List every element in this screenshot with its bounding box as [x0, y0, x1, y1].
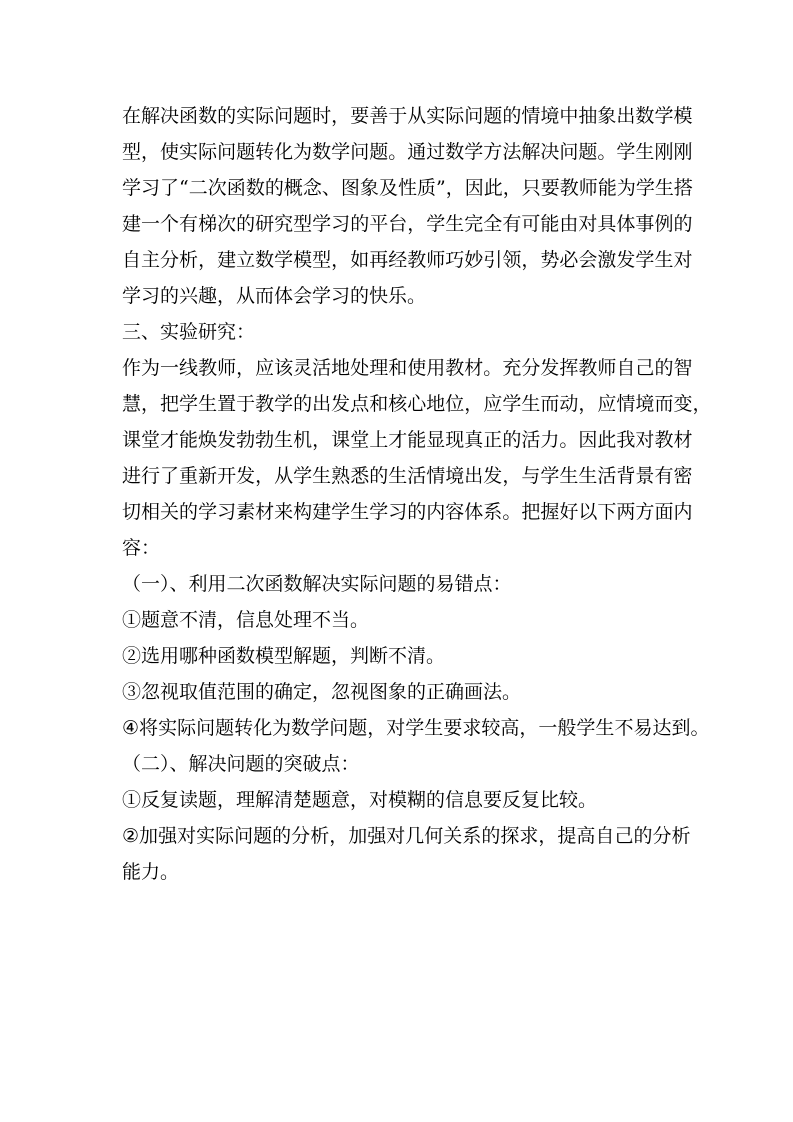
paragraph-line: 学习的兴趣，从而体会学习的快乐。 [122, 285, 427, 307]
paragraph-line: 作 为 一 线 教 师 ， 应 该 灵 活 地 处 理 和 使 用 教 材 。 充 分 发 挥 教 师 自 己 的 智 [122, 357, 693, 379]
document-body [122, 98, 712, 890]
subsection-heading: （二）、解决问题的突破点： [122, 753, 360, 775]
list-item: ②选用哪种函数模型解题，判断不清。 [122, 645, 446, 667]
paragraph-line: 进 行 了 重 新 开 发 ， 从 学 生 熟 悉 的 生 活 情 境 出 发 ， 与 学 生 生 活 背 景 有 密 [122, 465, 693, 487]
paragraph-line: 切 相 关 的 学 习 素 材 来 构 建 学 生 学 习 的 内 容 体 系 。 把 握 好 以 下 两 方 面 内 [122, 501, 693, 523]
section-heading: 三、实验研究： [122, 321, 256, 343]
subsection-heading: （一）、利用二次函数解决实际问题的易错点： [122, 573, 512, 595]
list-item: ①题意不清，信息处理不当。 [122, 609, 370, 631]
paragraph-line: 自 主 分 析 ， 建 立 数 学 模 型 ， 如 再 经 教 师 巧 妙 引 领 ， 势 必 会 激 发 学 生 对 [122, 249, 693, 271]
list-item: ③忽视取值范围的确定，忽视图象的正确画法。 [122, 681, 522, 703]
paragraph-line: 在 解 决 函 数 的 实 际 问 题 时 ， 要 善 于 从 实 际 问 题 的 情 境 中 抽 象 出 数 学 模 [122, 105, 693, 127]
list-item: ② 加 强 对 实 际 问 题 的 分 析 ， 加 强 对 几 何 关 系 的 探 求 ， 提 高 自 己 的 分 析 [122, 825, 691, 847]
paragraph-line: 建 一 个 有 梯 次 的 研 究 型 学 习 的 平 台 ， 学 生 完 全 有 可 能 由 对 具 体 事 例 的 [122, 213, 693, 235]
paragraph-line: 慧 ， 把 学 生 置 于 教 学 的 出 发 点 和 核 心 地 位 ， 应 学 生 而 动 ， 应 情 境 而 变 ， [122, 393, 712, 415]
list-item: 能力。 [122, 861, 180, 883]
paragraph-line: 型 ， 使 实 际 问 题 转 化 为 数 学 问 题 。 通 过 数 学 方 法 解 决 问 题 。 学 生 刚 刚 [122, 141, 693, 163]
paragraph-line: 课 堂 才 能 焕 发 勃 勃 生 机 ， 课 堂 上 才 能 显 现 真 正 的 活 力 。 因 此 我 对 教 材 [122, 429, 693, 451]
list-item: ①反复读题，理解清楚题意，对模糊的信息要反复比较。 [122, 789, 598, 811]
list-item: ④ 将 实 际 问 题 转 化 为 数 学 问 题 ， 对 学 生 要 求 较 高 ， 一 般 学 生 不 易 达 到 。 [122, 717, 710, 739]
paragraph-line: 学 习 了 “ 二 次 函 数 的 概 念 、 图 象 及 性 质 ” ， 因 此 ， 只 要 教 师 能 为 学 生 搭 [122, 177, 693, 199]
paragraph-line: 容： [122, 537, 161, 559]
